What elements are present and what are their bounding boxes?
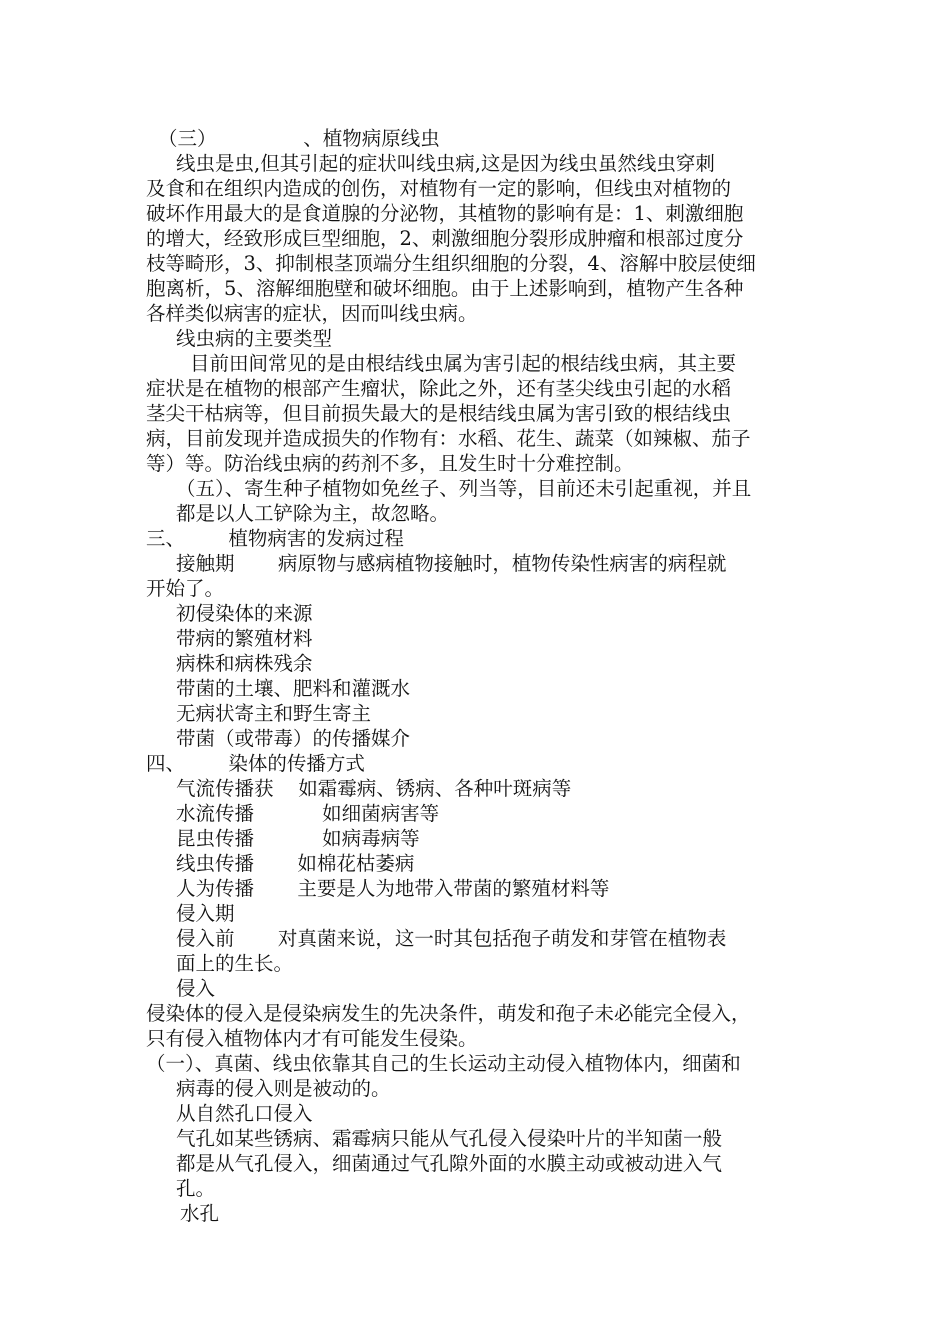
paragraph-line: 气孔如某些锈病、霜霉病只能从气孔侵入侵染叶片的半知菌一般 — [176, 1127, 723, 1150]
paragraph-line: 的增大，经致形成巨型细胞，2、刺激细胞分裂形成肿瘤和根部过度分 — [146, 227, 744, 250]
paragraph-line: 胞离析，5、溶解细胞壁和破坏细胞。由于上述影响到，植物产生各种 — [146, 277, 744, 300]
paragraph-line: 枝等畸形，3、抑制根茎顶端分生组织细胞的分裂，4、溶解中胶层使细 — [146, 252, 756, 275]
list-item: 无病状寄主和野生寄主 — [176, 702, 372, 725]
paragraph-line: （五）、寄生种子植物如免丝子、列当等，目前还未引起重视，并且 — [176, 477, 752, 500]
list-item: 气流传播获 如霜霉病、锈病、各种叶斑病等 — [176, 777, 572, 800]
paragraph-line: 都是以人工铲除为主，故忽略。 — [176, 502, 450, 525]
list-item: 初侵染体的来源 — [176, 602, 313, 625]
section-heading: 四、 染体的传播方式 — [146, 752, 365, 775]
subheading: 侵入 — [176, 977, 216, 1000]
list-item: 昆虫传播 如病毒病等 — [176, 827, 420, 850]
paragraph-line: 目前田间常见的是由根结线虫属为害引起的根结线虫病，其主要 — [190, 352, 737, 375]
list-item: 病株和病株残余 — [176, 652, 313, 675]
paragraph-line: 接触期 病原物与感病植物接触时，植物传染性病害的病程就 — [176, 552, 727, 575]
section-heading: （三） 、植物病原线虫 — [158, 127, 440, 150]
paragraph-line: 及食和在组织内造成的创伤，对植物有一定的影响，但线虫对植物的 — [146, 177, 732, 200]
paragraph-line: 茎尖干枯病等，但目前损失最大的是根结线虫属为害引致的根结线虫 — [146, 402, 732, 425]
list-item: 带菌（或带毒）的传播媒介 — [176, 727, 411, 750]
paragraph-line: 侵入前 对真菌来说，这一时其包括孢子萌发和芽管在植物表 — [176, 927, 727, 950]
paragraph-line: 只有侵入植物体内才有可能发生侵染。 — [146, 1027, 478, 1050]
paragraph-line: 病，目前发现并造成损失的作物有：水稻、花生、蔬菜（如辣椒、茄子 — [146, 427, 751, 450]
paragraph-line: 病毒的侵入则是被动的。 — [176, 1077, 391, 1100]
subheading: 线虫病的主要类型 — [176, 327, 333, 350]
paragraph-line: 开始了。 — [146, 577, 225, 600]
subheading: 从自然孔口侵入 — [176, 1102, 313, 1125]
paragraph-line: 孔。 — [176, 1177, 216, 1200]
section-heading: 三、 植物病害的发病过程 — [146, 527, 404, 550]
paragraph-line: 破坏作用最大的是食道腺的分泌物，其植物的影响有是：1、刺激细胞 — [146, 202, 744, 225]
paragraph-line: （一）、真菌、线虫依靠其自己的生长运动主动侵入植物体内，细菌和 — [146, 1052, 741, 1075]
paragraph-line: 症状是在植物的根部产生瘤状，除此之外，还有茎尖线虫引起的水稻 — [146, 377, 732, 400]
list-item: 水流传播 如细菌病害等 — [176, 802, 440, 825]
subheading: 水孔 — [180, 1202, 220, 1225]
subheading: 侵入期 — [176, 902, 235, 925]
paragraph-line: 侵染体的侵入是侵染病发生的先决条件，萌发和孢子未必能完全侵入， — [146, 1002, 751, 1025]
paragraph-line: 各样类似病害的症状，因而叫线虫病。 — [146, 302, 478, 325]
list-item: 带病的繁殖材料 — [176, 627, 313, 650]
list-item: 线虫传播 如棉花枯萎病 — [176, 852, 415, 875]
paragraph-line: 都是从气孔侵入，细菌通过气孔隙外面的水膜主动或被动进入气 — [176, 1152, 723, 1175]
list-item: 人为传播 主要是人为地带入带菌的繁殖材料等 — [176, 877, 610, 900]
paragraph-line: 线虫是虫,但其引起的症状叫线虫病,这是因为线虫虽然线虫穿刺 — [176, 152, 715, 175]
paragraph-line: 等）等。防治线虫病的药剂不多，且发生时十分难控制。 — [146, 452, 634, 475]
list-item: 带菌的土壤、肥料和灌溉水 — [176, 677, 411, 700]
paragraph-line: 面上的生长。 — [176, 952, 294, 975]
